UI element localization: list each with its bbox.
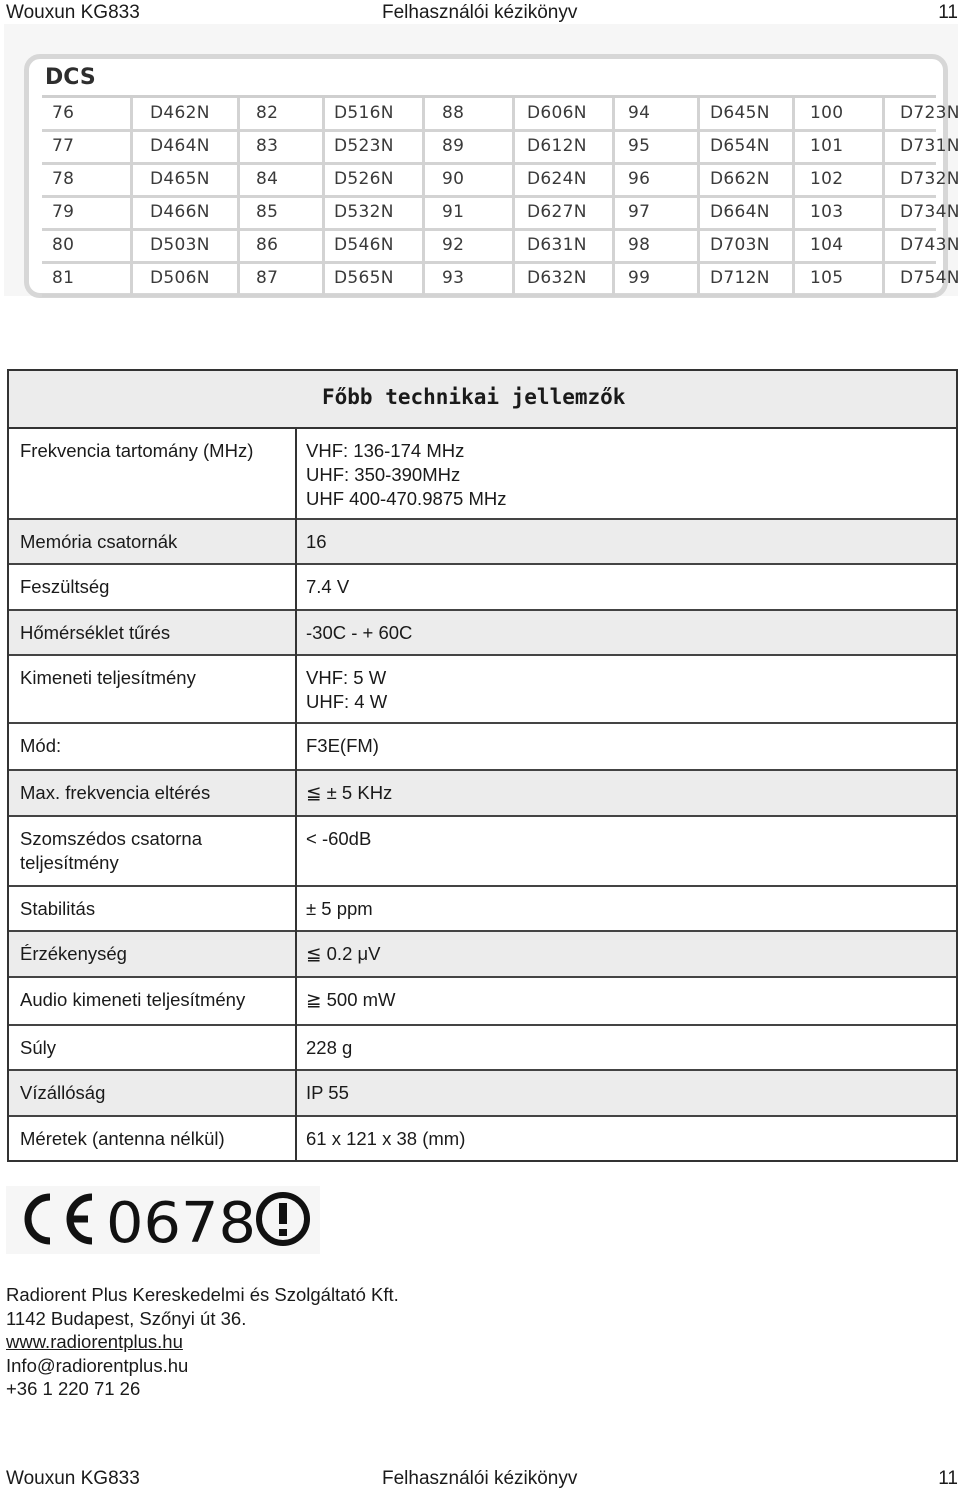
dcs-index-cell: 93 [442,268,465,288]
spec-row [9,1069,956,1115]
dcs-code-cell: D743N [900,235,960,255]
spec-row [9,609,956,654]
spec-label: Max. frekvencia eltérés [20,782,211,803]
dcs-index-cell: 94 [628,103,651,123]
dcs-code-cell: D462N [150,103,210,123]
company-name: Radiorent Plus Kereskedelmi és Szolgáltató Kft. [6,1284,399,1305]
row-divider [9,976,956,978]
dcs-index-cell: 98 [628,235,651,255]
spec-label: Audio kimeneti teljesítmény [20,989,246,1010]
dcs-index-cell: 82 [256,103,279,123]
dcs-index-cell: 77 [52,136,75,156]
spec-label: Vízállóság [20,1082,106,1103]
dcs-code-cell: D664N [710,202,770,222]
spec-value: VHF: 136-174 MHz UHF: 350-390MHz UHF 400-470.9875 MHz [306,440,507,509]
spec-label: Szomszédos csatorna teljesítmény [20,828,203,873]
spec-value: ± 5 ppm [306,898,373,919]
dcs-index-cell: 103 [810,202,844,222]
header-doc-title: Wouxun KG833 [6,2,140,23]
spec-row [9,1024,956,1069]
spec-row [9,722,956,769]
spec-row [9,518,956,563]
dcs-index-cell: 84 [256,169,279,189]
spec-value: F3E(FM) [306,735,379,756]
company-phone: +36 1 220 71 26 [6,1378,141,1399]
spec-label: Hőmérséklet tűrés [20,622,171,643]
company-email: Info@radiorentplus.hu [6,1354,189,1376]
dcs-index-cell: 95 [628,136,651,156]
row-divider [9,609,956,611]
header-manual-title: Felhasználói kézikönyv [382,2,578,23]
dcs-code-cell: D523N [334,136,394,156]
dcs-grid [42,95,960,294]
dcs-code-cell: D565N [334,268,394,288]
dcs-row [42,197,960,231]
dcs-code-cell: D654N [710,136,770,156]
svg-text:0678: 0678 [106,1191,256,1254]
dcs-code-cell: D503N [150,235,210,255]
dcs-row [42,98,960,132]
dcs-code-cell: D465N [150,169,210,189]
dcs-index-cell: 81 [52,268,75,288]
dcs-code-cell: D712N [710,268,770,288]
row-divider [9,815,956,817]
dcs-index-cell: 83 [256,136,279,156]
footer-manual-title: Felhasználói kézikönyv [382,1468,578,1489]
dcs-code-cell: D662N [710,169,770,189]
spec-label: Memória csatornák [20,531,178,552]
ce-0678-logo [6,1186,320,1254]
dcs-index-cell: 100 [810,103,844,123]
row-divider [9,930,956,932]
dcs-index-cell: 79 [52,202,75,222]
dcs-index-cell: 80 [52,235,75,255]
spec-value: 228 g [306,1037,353,1058]
spec-value: VHF: 5 W UHF: 4 W [306,667,388,712]
row-divider [9,654,956,656]
spec-row [9,976,956,1024]
dcs-index-cell: 102 [810,169,844,189]
dcs-code-cell: D624N [527,169,587,189]
spec-label: Kimeneti teljesítmény [20,667,196,688]
dcs-code-cell: D632N [527,268,587,288]
dcs-code-cell: D627N [527,202,587,222]
spec-row [9,563,956,609]
dcs-code-cell: D516N [334,103,394,123]
dcs-table-image [4,24,958,296]
dcs-code-cell: D631N [527,235,587,255]
dcs-index-cell: 86 [256,235,279,255]
dcs-index-cell: 92 [442,235,465,255]
dcs-index-cell: 87 [256,268,279,288]
spec-label: Mód: [20,735,62,756]
row-divider [9,1024,956,1026]
dcs-title: DCS [45,65,96,90]
contact-block [6,1283,399,1401]
footer-page-number: 11 [938,1468,958,1489]
dcs-index-cell: 85 [256,202,279,222]
spec-value: 61 x 121 x 38 (mm) [306,1128,466,1149]
spec-value: ≦ ± 5 KHz [306,782,393,803]
spec-row [9,885,956,930]
dcs-index-cell: 90 [442,169,465,189]
row-divider [9,518,956,520]
spec-label: Feszültség [20,576,110,597]
dcs-index-cell: 101 [810,136,844,156]
spec-row [9,769,956,815]
dcs-code-cell: D612N [527,136,587,156]
dcs-code-cell: D464N [150,136,210,156]
header-page-number: 11 [938,2,958,23]
row-divider [9,722,956,724]
spec-label: Frekvencia tartomány (MHz) [20,440,254,461]
spec-label: Stabilitás [20,898,96,919]
dcs-index-cell: 97 [628,202,651,222]
dcs-code-cell: D466N [150,202,210,222]
dcs-code-cell: D754N [900,268,960,288]
footer-doc-title: Wouxun KG833 [6,1468,140,1489]
dcs-row [42,164,960,198]
dcs-code-cell: D731N [900,136,960,156]
spec-label: Méretek (antenna nélkül) [20,1128,225,1149]
dcs-index-cell: 76 [52,103,75,123]
specs-title: Főbb technikai jellemzők [322,385,626,409]
specs-table [7,369,958,1162]
dcs-index-cell: 78 [52,169,75,189]
dcs-code-cell: D723N [900,103,960,123]
dcs-index-cell: 88 [442,103,465,123]
row-divider [9,769,956,771]
spec-row [9,1115,956,1160]
dcs-code-cell: D526N [334,169,394,189]
spec-value: 7.4 V [306,576,350,597]
spec-value: < -60dB [306,828,372,849]
dcs-code-cell: D546N [334,235,394,255]
dcs-table-frame [24,54,960,298]
row-divider [9,563,956,565]
dcs-index-cell: 89 [442,136,465,156]
row-divider [9,1069,956,1071]
company-address: 1142 Budapest, Szőnyi út 36. [6,1307,247,1329]
specs-table-header [9,371,956,429]
dcs-code-cell: D606N [527,103,587,123]
dcs-code-cell: D645N [710,103,770,123]
spec-value: IP 55 [306,1082,349,1103]
dcs-code-cell: D703N [710,235,770,255]
dcs-index-cell: 104 [810,235,844,255]
column-divider [295,427,297,1160]
dcs-index-cell: 105 [810,268,844,288]
row-divider [9,1115,956,1117]
ce-mark-image [6,1186,320,1254]
spec-value: -30C - + 60C [306,622,413,643]
dcs-code-cell: D532N [334,202,394,222]
dcs-index-cell: 96 [628,169,651,189]
spec-value: 16 [306,531,327,552]
dcs-row [42,230,960,264]
spec-value: ≦ 0.2 μV [306,943,381,964]
spec-label: Érzékenység [20,943,127,964]
dcs-code-cell: D732N [900,169,960,189]
dcs-row [42,131,960,165]
spec-row [9,427,956,518]
spec-row [9,815,956,885]
dcs-index-cell: 99 [628,268,651,288]
spec-row [9,930,956,976]
website-link[interactable]: www.radiorentplus.hu [6,1331,183,1352]
dcs-row [42,263,960,297]
spec-row [9,654,956,722]
dcs-code-cell: D506N [150,268,210,288]
dcs-index-cell: 91 [442,202,465,222]
page-footer [0,1468,960,1494]
dcs-code-cell: D734N [900,202,960,222]
row-divider [9,885,956,887]
spec-label: Súly [20,1037,56,1058]
spec-value: ≧ 500 mW [306,989,396,1010]
